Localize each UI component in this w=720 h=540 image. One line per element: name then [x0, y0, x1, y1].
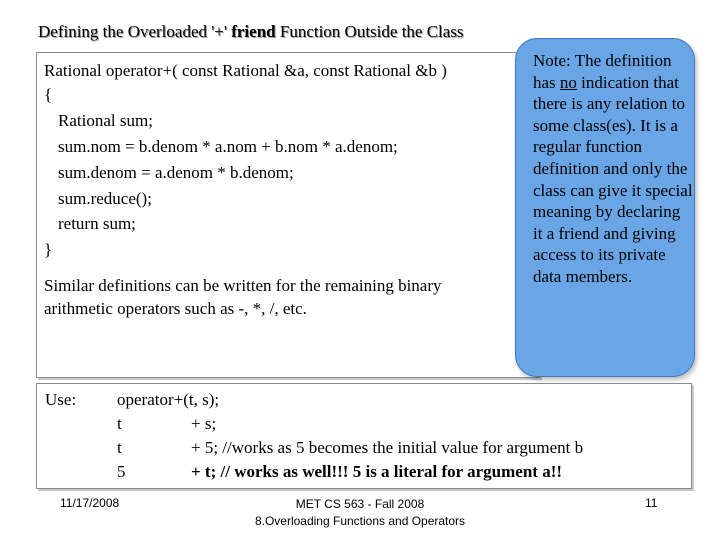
note-text: Note: The definition has no indication that there is any relation to some class(es). It is a regular function definition and only the class can give it special meaning by declaring it a friend and giving access to its private data members. — [533, 51, 693, 286]
code-line-close-brace: } — [44, 240, 53, 259]
code-box — [36, 52, 540, 378]
use-row-4-right: + t; // works as well!!! 5 is a literal for argument a!! — [191, 462, 563, 481]
code-line-return: return sum; — [58, 214, 136, 233]
code-line-open-brace: { — [44, 85, 53, 104]
code-line-nom: sum.nom = b.denom * a.nom + b.nom * a.denom; — [58, 137, 398, 156]
footer-course-block — [250, 496, 470, 530]
use-row-1-left: operator+(t, s); — [117, 390, 220, 409]
code-line-signature: Rational operator+( const Rational &a, const Rational &b ) — [44, 61, 447, 80]
footer-page-number: 11 — [645, 496, 658, 510]
use-label: Use: — [45, 390, 77, 409]
code-line-reduce: sum.reduce(); — [58, 189, 152, 208]
title-bold-word: friend — [231, 22, 276, 41]
use-box — [36, 383, 692, 489]
similar-text-line-1: Similar definitions can be written for the remaining binary — [44, 276, 442, 295]
slide-title: Defining the Overloaded '+' friend Function Outside the Class — [38, 22, 464, 41]
code-line-decl: Rational sum; — [58, 111, 153, 130]
use-row-3-right: + 5; //works as 5 becomes the initial value for argument b — [191, 438, 584, 457]
use-row-2-left: t — [117, 414, 122, 433]
code-line-denom: sum.denom = a.denom * b.denom; — [58, 163, 294, 182]
note-underlined-word: no — [559, 72, 577, 92]
use-row-4-left: 5 — [117, 462, 126, 481]
similar-text-line-2: arithmetic operators such as -, *, /, etc. — [44, 299, 307, 318]
use-row-3-left: t — [117, 438, 122, 457]
use-row-2-right: + s; — [191, 414, 217, 433]
footer-date: 11/17/2008 — [60, 496, 120, 510]
footer-topic: 8.Overloading Functions and Operators — [254, 514, 466, 528]
footer-course: MET CS 563 - Fall 2008 — [295, 497, 425, 511]
